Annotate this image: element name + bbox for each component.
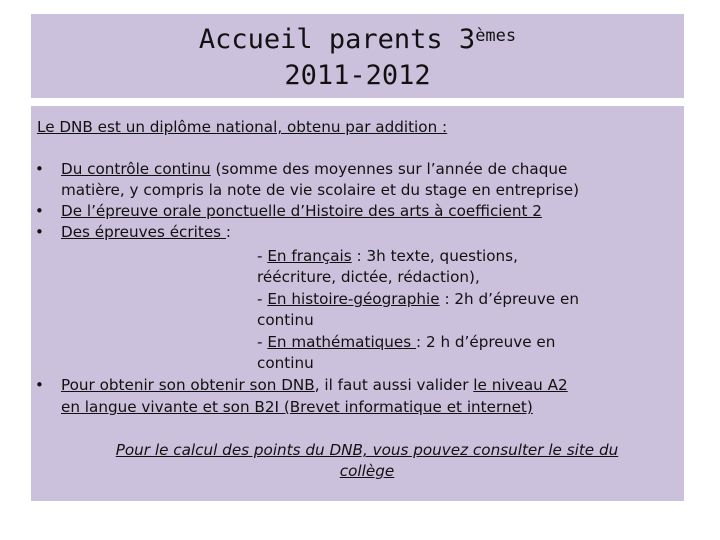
sub-maths-rest: : 2 h d’épreuve en <box>416 333 556 351</box>
bullet-3-icon: • <box>35 223 44 241</box>
intro-text: Le DNB est un diplôme national, obtenu par addition : <box>37 118 448 136</box>
bullet-1-line1 <box>61 159 567 180</box>
bullet-4-mid: , il faut aussi valider <box>314 376 474 394</box>
sub-histoire <box>257 289 579 310</box>
title-year: 2011-2012 <box>284 60 431 91</box>
sub-francais-dash: - <box>257 247 268 265</box>
bullet-2-text: De l’épreuve orale ponctuelle d’Histoire des arts à coefficient 2 <box>61 202 542 220</box>
content-box <box>31 106 684 501</box>
sub-francais-line2: réécriture, dictée, rédaction), <box>257 268 480 286</box>
footer-note <box>67 440 667 482</box>
bullet-3-rest: : <box>225 223 232 241</box>
title-line1 <box>31 24 684 56</box>
footer-line2: collège <box>339 462 395 480</box>
bullet-1-icon: • <box>35 160 44 178</box>
bullet-3-underlined: Des épreuves écrites <box>61 223 226 241</box>
bullet-4-line2: en langue vivante et son B2I (Brevet informatique et internet) <box>61 398 533 416</box>
sub-maths <box>257 332 555 353</box>
sub-histoire-label: En histoire-géographie <box>267 290 440 308</box>
sub-maths-line2: continu <box>257 354 314 372</box>
sub-histoire-dash: - <box>257 290 268 308</box>
title-box <box>31 14 684 98</box>
sub-francais-rest: : 3h texte, questions, <box>351 247 518 265</box>
sub-histoire-line2: continu <box>257 311 314 329</box>
title-superscript: èmes <box>475 26 517 46</box>
bullet-4-underlined-2: le niveau A2 <box>473 376 568 394</box>
footer-line1: Pour le calcul des points du DNB, vous pouvez consulter le site du <box>115 441 619 459</box>
sub-histoire-rest: : 2h d’épreuve en <box>439 290 579 308</box>
bullet-1-rest: (somme des moyennes sur l’année de chaque <box>210 160 568 178</box>
bullet-3-line1 <box>61 222 231 243</box>
bullet-1-line2: matière, y compris la note de vie scolaire et du stage en entreprise) <box>61 181 580 199</box>
sub-maths-label: En mathématiques <box>267 333 417 351</box>
bullet-4-underlined-1: Pour obtenir son obtenir son DNB <box>61 376 315 394</box>
bullet-4-icon: • <box>35 376 44 394</box>
bullet-2-icon: • <box>35 202 44 220</box>
sub-francais <box>257 246 518 267</box>
sub-francais-label: En français <box>267 247 352 265</box>
title-main: Accueil parents 3 <box>198 24 476 55</box>
bullet-4-line1 <box>61 375 568 396</box>
bullet-1-underlined: Du contrôle continu <box>61 160 211 178</box>
sub-maths-dash: - <box>257 333 268 351</box>
